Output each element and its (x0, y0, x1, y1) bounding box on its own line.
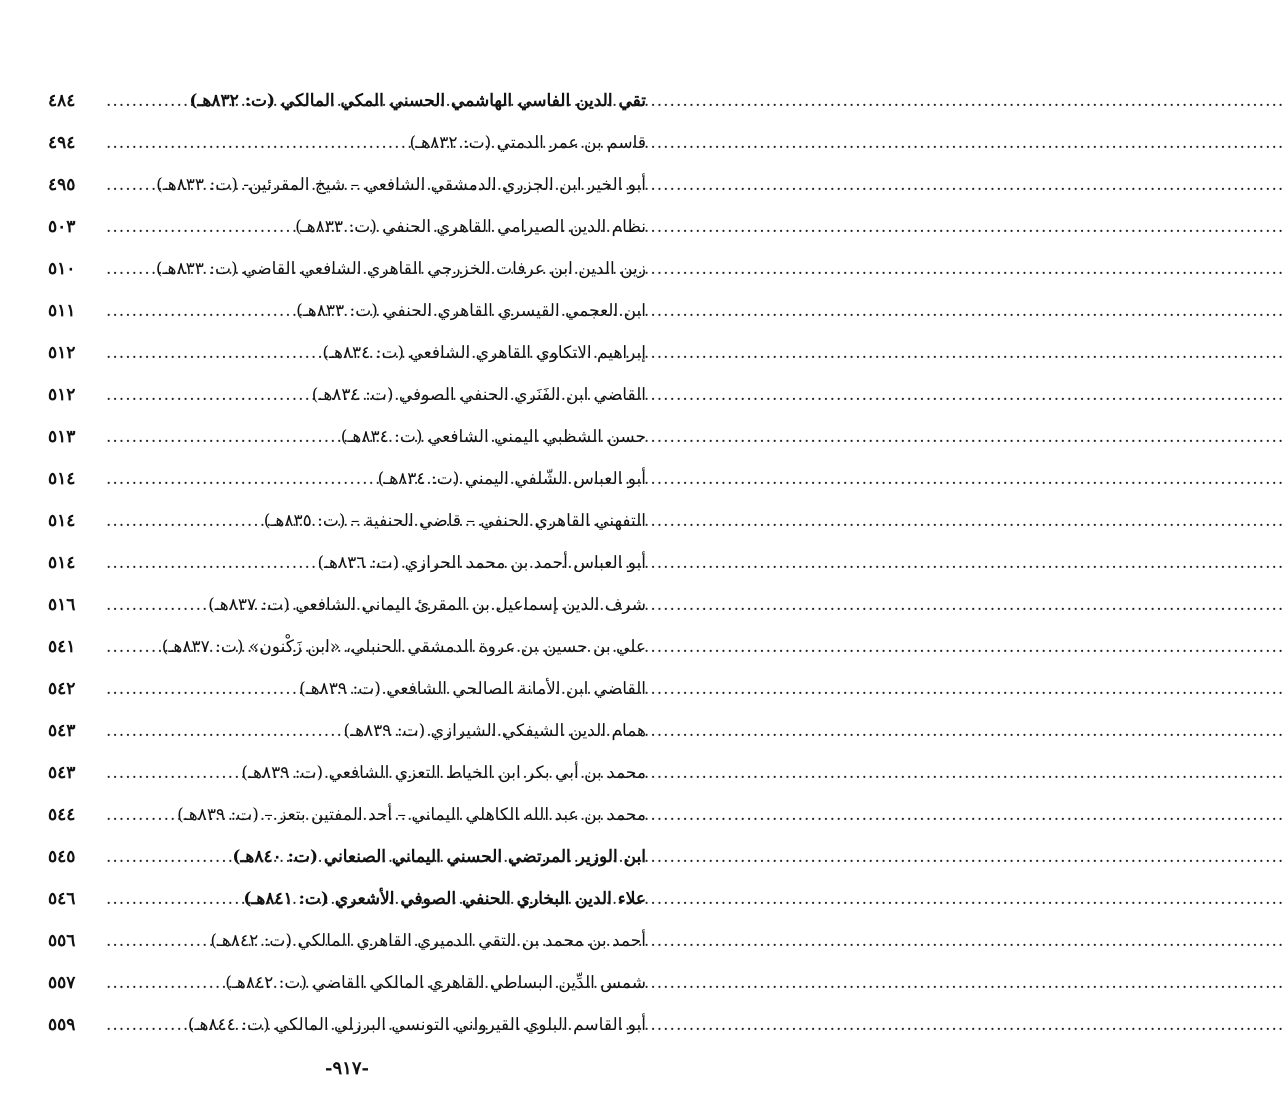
toc-entry-page-number: ٥١٤ (48, 511, 76, 531)
toc-entry (48, 80, 646, 122)
toc-entry-page-number: ٤٨٤ (48, 91, 76, 111)
toc-entry (48, 542, 646, 584)
toc-dot-leader (106, 794, 171, 836)
toc-entry-page-number: ٥٥٦ (48, 931, 76, 951)
toc-dot-leader (106, 332, 316, 374)
toc-entry-page-number: ٥٤٤ (48, 805, 76, 825)
toc-dot-leader (106, 206, 289, 248)
toc-dot-leader (106, 164, 150, 206)
toc-entry (48, 794, 646, 836)
toc-entry-title: نظام الدين الصيرامي القاهري الحنفي (ت: ٨٣٣هـ) (295, 217, 646, 237)
toc-entry (48, 416, 646, 458)
toc-entry (48, 1004, 646, 1046)
toc-dot-leader (106, 542, 311, 584)
toc-entry-title: ابن الوزير المرتضي الحسني اليماني الصنعاني (ت: ٨٤٠هـ) (232, 847, 646, 867)
toc-dot-leader (106, 1004, 182, 1046)
toc-entry-page-number: ٤٩٤ (48, 133, 76, 153)
toc-dot-leader (106, 878, 237, 920)
toc-entry-title: أبو العباس الشّلفي اليمني (ت: ٨٣٤هـ) (377, 469, 646, 489)
toc-entry-title: شرف الدين إسماعيل بن المقرئ اليماني الشافعي (ت: ٨٣٧هـ) (208, 595, 646, 615)
toc-entry-page-number: ٥٤٣ (48, 763, 76, 783)
toc-entry (48, 710, 646, 752)
toc-entry-page-number: ٥١٠ (48, 259, 76, 279)
toc-entry (48, 920, 646, 962)
toc-entry (48, 668, 646, 710)
toc-entry (48, 584, 646, 626)
toc-entry-title: أبو القاسم البلوي القيرواني التونسي البرزلي المالكي (ت: ٨٤٤هـ) (187, 1015, 646, 1035)
toc-dot-leader (106, 752, 235, 794)
toc-entry-page-number: ٥١٣ (48, 427, 76, 447)
toc-entry-page-number: ٥١٦ (48, 595, 76, 615)
toc-entry (48, 290, 646, 332)
toc-dot-leader (106, 584, 202, 626)
toc-entry-title: حسن الشظبي اليمني الشافعي (ت: ٨٣٤هـ) (340, 427, 646, 447)
toc-entry-page-number: ٥١٢ (48, 343, 76, 363)
toc-dot-leader (106, 122, 404, 164)
toc-entry-page-number: ٥١١ (48, 301, 76, 321)
toc-entry-page-number: ٥٤١ (48, 637, 76, 657)
toc-entry-page-number: ٥٤٥ (48, 847, 76, 867)
toc-dot-leader (106, 668, 293, 710)
toc-dot-leader (106, 416, 335, 458)
toc-entry-title: قاسم بن عمر الدمتي (ت: ٨٣٢هـ) (409, 133, 646, 153)
toc-entry (48, 122, 646, 164)
toc-dot-leader (106, 920, 204, 962)
toc-entry (48, 458, 646, 500)
toc-entry-title: تقي الدين الفاسي الهاشمي الحسني المكي المالكي (ت: ٨٣٢هـ) (189, 91, 646, 111)
toc-dot-leader (106, 710, 337, 752)
toc-entry-page-number: ٥٥٧ (48, 973, 76, 993)
toc-entry-page-number: ٥١٢ (48, 385, 76, 405)
toc-entry-title: علاء الدين البخاري الحنفي الصوفي الأشعري (ت: ٨٤١هـ) (243, 889, 646, 909)
toc-dot-leader (106, 500, 258, 542)
toc-entry-title: ابن العجمي القيسري القاهري الحنفي (ت: ٨٣٣هـ) (296, 301, 646, 321)
toc-dot-leader (106, 458, 372, 500)
toc-entry-title: أحمد بن محمد بن التقي الدميري القاهري المالكي (ت: ٨٤٢هـ) (210, 931, 646, 951)
toc-entry (48, 752, 646, 794)
toc-entry (48, 164, 646, 206)
toc-entry-title: أبو الخير ابن الجزري الدمشقي الشافعي – شيخ المقرئين- (ت: ٨٣٣هـ) (156, 175, 646, 195)
toc-entry-title: محمد بن عبد الله الكاهلي اليماني – أحد المفتين بتعز – (ت: ٨٣٩هـ) (177, 805, 646, 825)
toc-dot-leader (106, 290, 290, 332)
toc-entry (48, 500, 646, 542)
toc-entry (48, 836, 646, 878)
toc-entry-page-number: ٥١٤ (48, 469, 76, 489)
toc-entry (48, 626, 646, 668)
toc-entry-title: التفهني القاهري الحنفي – قاضي الحنفية – (ت: ٨٣٥هـ) (263, 511, 646, 531)
toc-dot-leader (106, 248, 150, 290)
toc-dot-leader (106, 80, 183, 122)
toc-dot-leader (106, 836, 226, 878)
table-of-contents (48, 80, 646, 1046)
toc-entry (48, 248, 646, 290)
toc-dot-leader (106, 626, 156, 668)
toc-entry-page-number: ٥٥٩ (48, 1015, 76, 1035)
toc-dot-leader (106, 374, 306, 416)
toc-entry-page-number: ٥٤٣ (48, 721, 76, 741)
toc-entry-title: إبراهيم الاتكاوي القاهري الشافعي (ت: ٨٣٤هـ) (322, 343, 646, 363)
toc-entry-title: شمس الدِّين البساطي القاهري المالكي القاضي (ت: ٨٤٢هـ) (225, 973, 646, 993)
toc-entry-page-number: ٥٤٢ (48, 679, 76, 699)
toc-entry (48, 374, 646, 416)
toc-dot-leader (106, 962, 219, 1004)
toc-entry-title: القاضي ابن الأمانة الصالحي الشافعي (ت: ٨٣٩هـ) (299, 679, 646, 699)
toc-entry-title: أبو العباس أحمد بن محمد الحرازي (ت: ٨٣٦هـ) (317, 553, 646, 573)
toc-entry-page-number: ٥١٤ (48, 553, 76, 573)
page-number-footer: -٩١٧- (325, 1058, 369, 1079)
toc-entry-title: علي بن حسين بن عروة الدمشقي الحنبلي، «ابن زَكْنون» (ت: ٨٣٧هـ) (161, 637, 646, 657)
toc-entry-title: محمد بن أبي بكر ابن الخياط التعزي الشافعي (ت: ٨٣٩هـ) (241, 763, 646, 783)
toc-entry-title: زين الدين ابن عرفات الخزرجي القاهري الشافعي القاضي (ت: ٨٣٣هـ) (155, 259, 646, 279)
toc-entry (48, 878, 646, 920)
toc-entry-title: القاضي ابن الفَنَري الحنفي الصوفي (ت: ٨٣٤هـ) (311, 385, 646, 405)
toc-entry-page-number: ٥٠٣ (48, 217, 76, 237)
toc-entry-title: همام الدين الشيفكي الشيرازي (ت: ٨٣٩هـ) (343, 721, 646, 741)
toc-entry (48, 206, 646, 248)
toc-entry-page-number: ٥٤٦ (48, 889, 76, 909)
toc-entry-page-number: ٤٩٥ (48, 175, 76, 195)
toc-entry (48, 332, 646, 374)
toc-entry (48, 962, 646, 1004)
